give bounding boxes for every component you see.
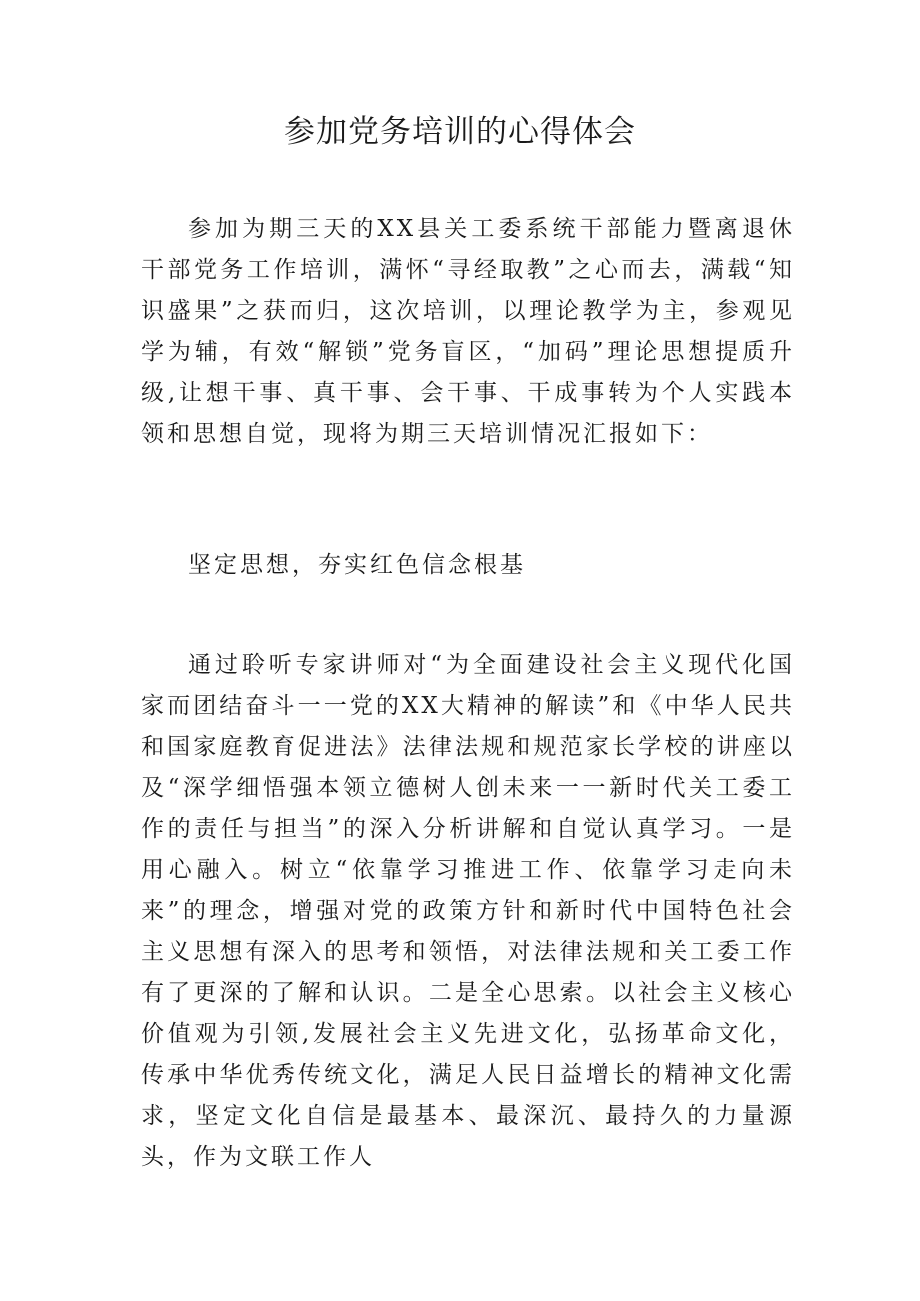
- body-paragraph: 通过聆听专家讲师对“为全面建设社会主义现代化国家而团结奋斗一一党的XX大精神的解读”和《中华人民共和国家庭教育促进法》法律法规和规范家长学校的讲座以及“深学细悟强本领立德树人创未来一一新时代关工委工作的责任与担当”的深入分析讲解和自觉认真学习。一是用心融入。树立“依靠学习推进工作、依靠学习走向未来”的理念，增强对党的政策方针和新时代中国特色社会主义思想有深入的思考和领悟，对法律法规和关工委工作有了更深的了解和认识。二是全心思索。以社会主义核心价值观为引领,发展社会主义先进文化，弘扬革命文化，传承中华优秀传统文化，满足人民日益增长的精神文化需求，坚定文化自信是最基本、最深沉、最持久的力量源头，作为文联工作人: [141, 652, 795, 1170]
- document-title: 参加党务培训的心得体会: [284, 114, 636, 150]
- section-heading: 坚定思想，夯实红色信念根基: [188, 552, 526, 578]
- intro-paragraph: 参加为期三天的XX县关工委系统干部能力暨离退休干部党务工作培训，满怀“寻经取教”之心而去，满载“知识盛果”之获而归，这次培训，以理论教学为主，参观见学为辅，有效“解锁”党务盲区，“加码”理论思想提质升级,让想干事、真干事、会干事、干成事转为个人实践本领和思想自觉，现将为期三天培训情况汇报如下：: [141, 216, 795, 447]
